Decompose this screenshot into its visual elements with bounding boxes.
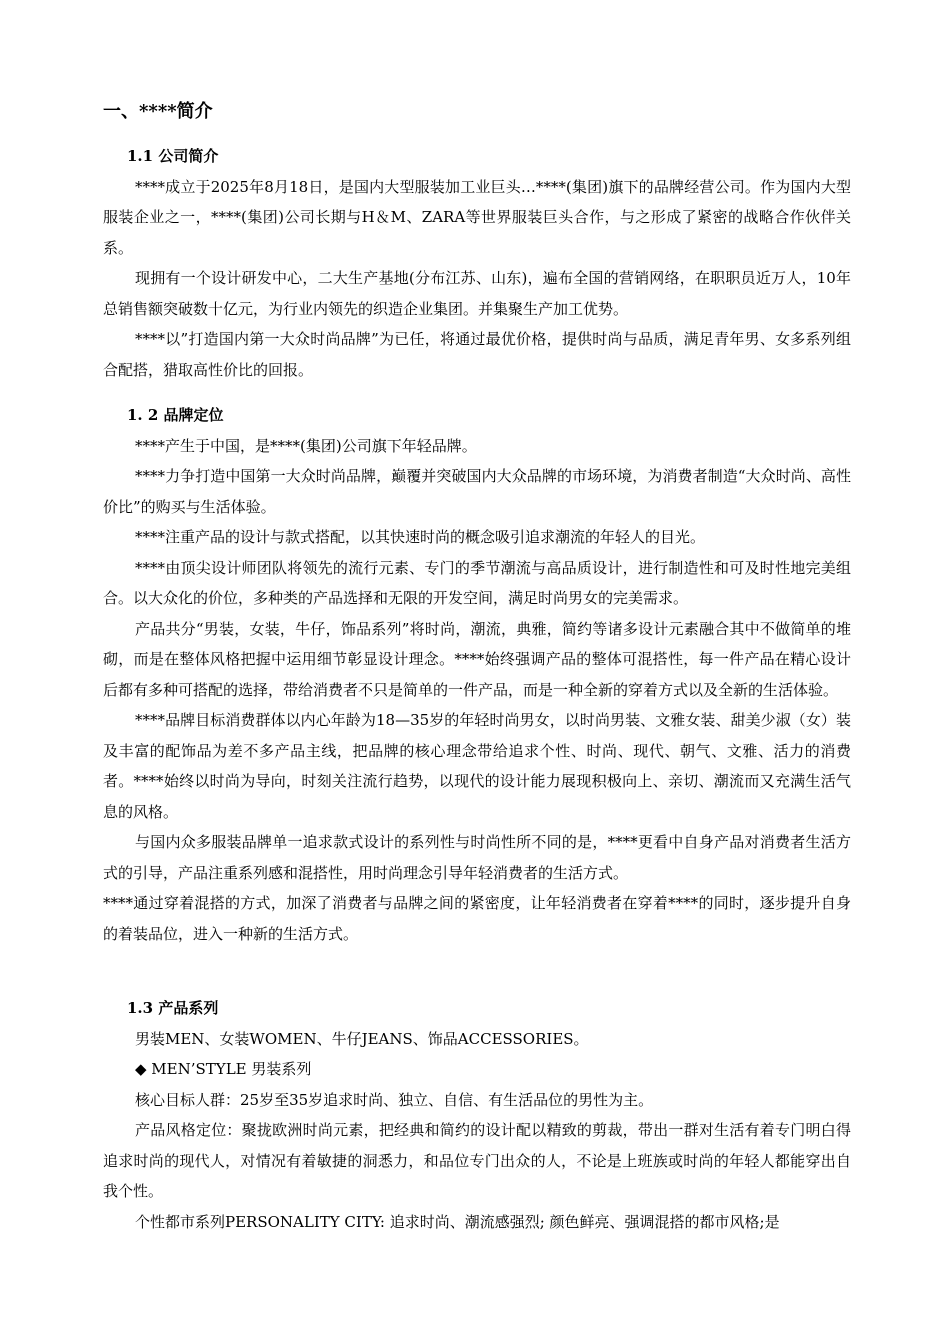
paragraph: ****力争打造中国第一大众时尚品牌，巅覆并突破国内大众品牌的市场环境，为消费者制造“大众时尚、高性价比”的购买与生活体验。 [103, 467, 851, 516]
paragraph: ****通过穿着混搭的方式，加深了消费者与品牌之间的紧密度，让年轻消费者在穿着****的同时，逐步提升自身的着装品位，进入一种新的生活方式。 [103, 894, 851, 943]
section-title: 1. 2 品牌定位 [127, 406, 224, 424]
section-product-series [103, 993, 851, 1237]
paragraph: ****产生于中国，是****(集团)公司旗下年轻品牌。 [135, 436, 477, 455]
section-title: 1.3 产品系列 [127, 999, 219, 1017]
paragraph: ****以”打造国内第一大众时尚品牌”为已任，将通过最优价格，提供时尚与品质，满足青年男、女多系列组合配搭，猎取高性价比的回报。 [103, 330, 851, 379]
paragraph: 个性都市系列PERSONALITY CITY: 追求时尚、潮流感强烈; 颜色鲜亮、强调混搭的都市风格;是 [135, 1212, 780, 1231]
section-company-intro [103, 141, 851, 385]
paragraph: ****品牌目标消费群体以内心年龄为18—35岁的年轻时尚男女，以时尚男装、文雅女装、甜美少淑（女）装及丰富的配饰品为差不多产品主线，把品牌的核心理念带给追求个性、时尚、现代、朝气、文雅、活力的消费者。****始终以时尚为导向，时刻关注流行趋势，以现代的设计能力展现积极向上、亲切、潮流而又充满生活气息的风格。 [103, 711, 851, 821]
paragraph: 产品共分“男装，女装，牛仔，饰品系列”将时尚，潮流，典雅，简约等诸多设计元素融合其中不做简单的堆砌，而是在整体风格把握中运用细节彰显设计理念。****始终强调产品的整体可混搭性，每一件产品在精心设计后都有多种可搭配的选择，带给消费者不只是简单的一件产品，而是一种全新的穿着方式以及全新的生活体验。 [103, 619, 851, 699]
paragraph: ****成立于2025年8月18日，是国内大型服装加工业巨头…****(集团)旗下的品牌经营公司。作为国内大型服装企业之一，****(集团)公司长期与H＆M、ZARA等世界服装巨头合作，与之形成了紧密的战略合作伙伴关系。 [103, 177, 851, 257]
target-audience-line: 核心目标人群：25岁至35岁追求时尚、独立、自信、有生活品位的男性为主。 [135, 1090, 654, 1109]
paragraph: 产品风格定位：聚拢欧洲时尚元素，把经典和简约的设计配以精致的剪裁，带出一群对生活有着专门明白得追求时尚的现代人，对情况有着敏捷的洞悉力，和品位专门出众的人，不论是上班族或时尚的年轻人都能穿出自我个性。 [103, 1121, 851, 1200]
paragraph: ****注重产品的设计与款式搭配，以其快速时尚的概念吸引追求潮流的年轻人的目光。 [135, 528, 706, 546]
document-heading: 一、****简介 [103, 101, 213, 122]
paragraph: 与国内众多服装品牌单一追求款式设计的系列性与时尚性所不同的是，****更看中自身产品对消费者生活方式的引导，产品注重系列感和混搭性，用时尚理念引导年轻消费者的生活方式。 [103, 833, 851, 882]
product-lines: 男装MEN、女装WOMEN、牛仔JEANS、饰品ACCESSORIES。 [135, 1029, 589, 1048]
bullet-item-mens-style: ◆ MEN’STYLE 男装系列 [135, 1060, 312, 1078]
paragraph: ****由顶尖设计师团队将领先的流行元素、专门的季节潮流与高品质设计，进行制造性和可及时性地完美组合。以大众化的价位，多种类的产品选择和无限的开发空间，满足时尚男女的完美需求。 [103, 558, 851, 607]
paragraph: 现拥有一个设计研发中心，二大生产基地(分布江苏、山东)，遍布全国的营销网络，在职职员近万人，10年总销售额突破数十亿元，为行业内领先的织造企业集团。并集聚生产加工优势。 [103, 269, 851, 318]
section-title: 1.1 公司简介 [127, 147, 219, 165]
section-brand-positioning [103, 400, 851, 949]
